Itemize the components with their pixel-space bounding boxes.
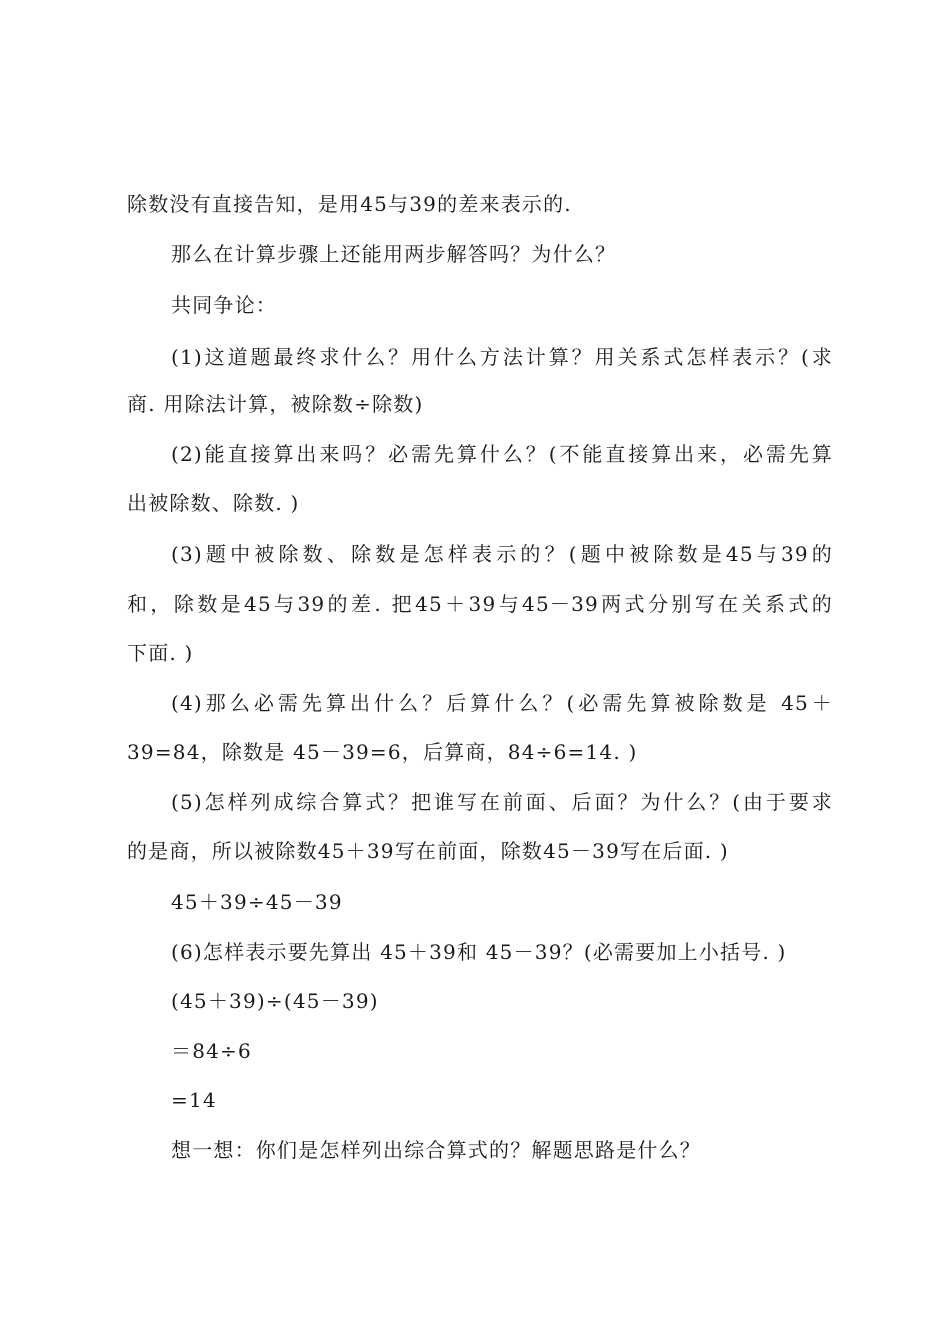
line: =14	[171, 1088, 217, 1112]
line: 除数没有直接告知，是用45与39的差来表示的.	[127, 192, 572, 216]
line: 下面. )	[127, 641, 194, 665]
paragraph-step-5-line-2	[127, 827, 833, 875]
equation-unbracketed	[171, 878, 833, 926]
line: 想一想：你们是怎样列出综合算式的？解题思路是什么？	[171, 1138, 701, 1162]
paragraph-step-3-line-1	[171, 530, 833, 578]
line: 共同争论：	[171, 293, 277, 317]
paragraph-step-2-line-2	[127, 479, 833, 527]
paragraph-step-1-line-1	[171, 333, 833, 381]
line: (5)怎样列成综合算式？把谁写在前面、后面？为什么？(由于要求	[171, 790, 833, 814]
paragraph-divisor-note	[127, 180, 833, 228]
line: 出被除数、除数. )	[127, 491, 300, 515]
paragraph-step-1-line-2	[127, 380, 833, 428]
line: 的是商，所以被除数45＋39写在前面，除数45－39写在后面. )	[127, 839, 729, 863]
equation-result	[171, 1076, 833, 1124]
line: 商. 用除法计算，被除数÷除数)	[127, 392, 424, 416]
line: (2)能直接算出来吗？必需先算什么？(不能直接算出来，必需先算	[171, 442, 833, 466]
paragraph-step-3-line-3	[127, 629, 833, 677]
line: (1)这道题最终求什么？用什么方法计算？用关系式怎样表示？(求	[171, 345, 833, 369]
paragraph-step-3-line-2	[127, 580, 833, 628]
line: 45＋39÷45－39	[171, 890, 343, 914]
line: 那么在计算步骤上还能用两步解答吗？为什么？	[171, 242, 617, 266]
line: (3)题中被除数、除数是怎样表示的？(题中被除数是45与39的	[171, 542, 833, 566]
line: (6)怎样表示要先算出 45＋39和 45－39？(必需要加上小括号. )	[171, 940, 787, 964]
line: 和，除数是45与39的差. 把45＋39与45－39两式分别写在关系式的	[127, 592, 833, 616]
line: 39=84，除数是 45－39=6，后算商，84÷6=14. )	[127, 740, 638, 764]
paragraph-step-2-line-1	[171, 430, 833, 478]
paragraph-reflection	[171, 1126, 833, 1174]
line: ＝84÷6	[171, 1039, 252, 1063]
paragraph-step-6	[171, 928, 833, 976]
paragraph-discussion-heading	[171, 281, 833, 329]
paragraph-step-4-line-1	[171, 679, 833, 727]
line: (45＋39)÷(45－39)	[171, 989, 379, 1013]
paragraph-step-5-line-1	[171, 778, 833, 826]
line: (4)那么必需先算出什么？后算什么？(必需先算被除数是 45＋	[171, 691, 833, 715]
paragraph-question	[171, 230, 833, 278]
equation-bracketed	[171, 977, 833, 1025]
paragraph-step-4-line-2	[127, 728, 833, 776]
equation-step-2	[171, 1027, 833, 1075]
